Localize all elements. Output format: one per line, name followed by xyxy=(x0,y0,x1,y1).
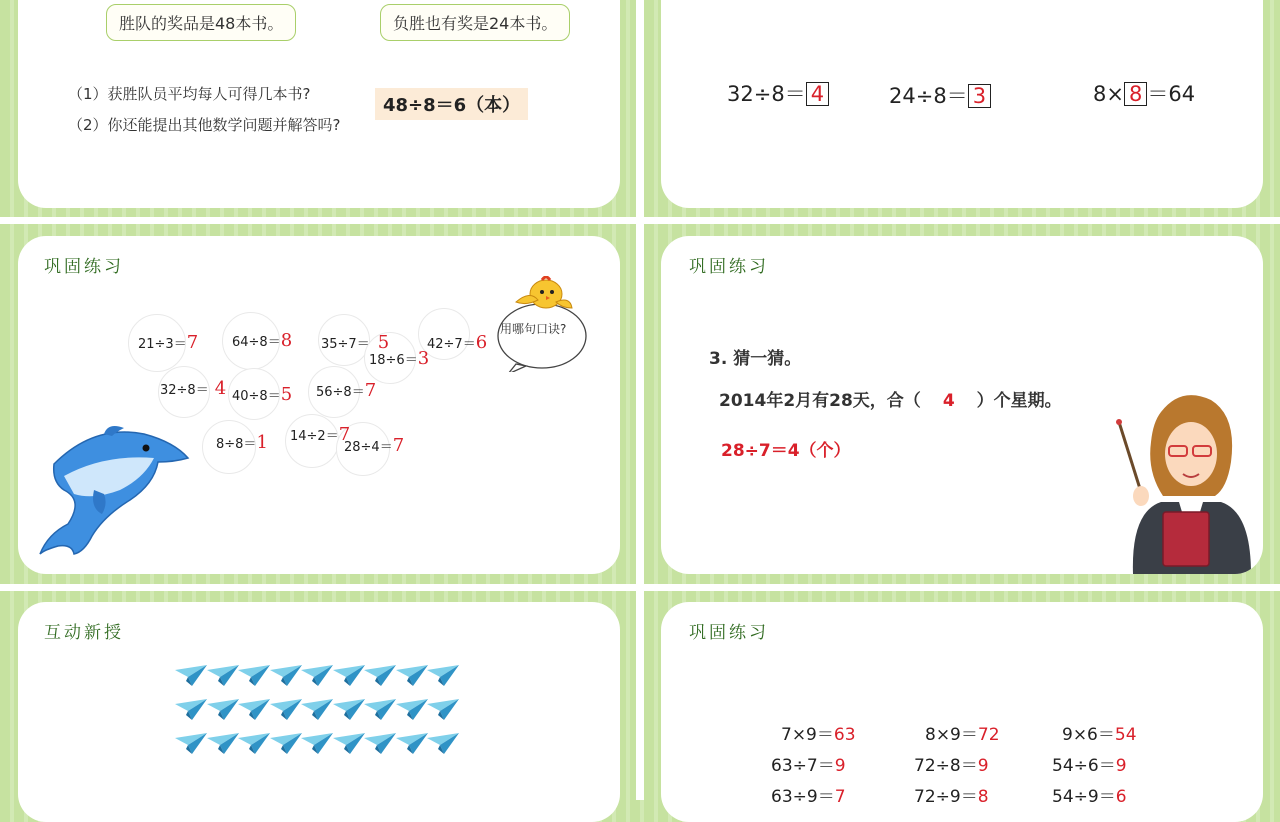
equation-2-text: 24÷8＝ xyxy=(889,84,968,108)
fact-answer: 9 xyxy=(1115,756,1127,776)
horizontal-divider-top xyxy=(0,217,1280,224)
division-text: 64÷8＝ xyxy=(232,335,281,350)
fact-cell xyxy=(781,720,856,745)
paper-plane-icon xyxy=(206,698,240,722)
fact-expression: 63÷7＝ xyxy=(771,756,835,776)
division-answer: 8 xyxy=(280,330,293,351)
slide-6-title: 巩固练习 xyxy=(689,623,769,643)
division-text: 28÷4＝ xyxy=(344,440,393,455)
fact-answer: 9 xyxy=(977,756,989,776)
division-item xyxy=(316,380,376,401)
vertical-divider xyxy=(636,0,644,800)
fact-expression: 54÷9＝ xyxy=(1052,787,1116,807)
paper-plane-icon xyxy=(363,664,397,688)
slide-6-thumbnail[interactable] xyxy=(661,602,1263,822)
paper-plane-icon xyxy=(269,664,303,688)
equation-3-text: 8× xyxy=(1093,82,1124,106)
fact-cell xyxy=(771,751,846,776)
teacher-icon xyxy=(1111,392,1261,574)
fact-cell xyxy=(1062,720,1137,745)
division-answer: 5 xyxy=(377,332,390,353)
paper-plane-icon xyxy=(363,698,397,722)
division-item xyxy=(138,332,198,353)
paper-plane-icon xyxy=(237,698,271,722)
division-item xyxy=(344,435,404,456)
fact-expression: 7×9＝ xyxy=(781,725,834,745)
equation-2 xyxy=(889,80,991,110)
fact-expression: 72÷8＝ xyxy=(914,756,978,776)
fact-answer: 72 xyxy=(977,725,1000,745)
paper-plane-icon xyxy=(237,664,271,688)
equation-3 xyxy=(1093,78,1195,108)
slide-4-thumbnail[interactable] xyxy=(661,236,1263,574)
division-item xyxy=(290,424,350,445)
paper-plane-icon xyxy=(332,664,366,688)
question-2: （2）你还能提出其他数学问题并解答吗? xyxy=(68,116,341,134)
paper-plane-icon xyxy=(206,664,240,688)
division-text: 18÷6＝ xyxy=(369,353,418,368)
fact-cell xyxy=(914,782,989,807)
division-item xyxy=(160,378,226,399)
exercise-answer: 28÷7＝4（个） xyxy=(721,441,851,461)
division-item xyxy=(216,432,268,453)
slide-2-thumbnail[interactable] xyxy=(661,0,1263,208)
division-item xyxy=(232,330,292,351)
division-text: 21÷3＝ xyxy=(138,337,187,352)
horizontal-divider-bottom xyxy=(0,584,1280,591)
division-text: 14÷2＝ xyxy=(290,429,339,444)
slide-4-title: 巩固练习 xyxy=(689,257,769,277)
division-answer: 4 xyxy=(214,378,227,399)
division-item xyxy=(232,384,292,405)
equation-1 xyxy=(727,78,829,108)
paper-plane-icon xyxy=(269,698,303,722)
equation-1-text: 32÷8＝ xyxy=(727,82,806,106)
paper-plane-icon xyxy=(300,698,334,722)
fact-cell xyxy=(771,782,846,807)
fact-answer: 6 xyxy=(1115,787,1127,807)
fact-answer: 8 xyxy=(977,787,989,807)
fact-cell xyxy=(1052,782,1127,807)
division-text: 8÷8＝ xyxy=(216,437,257,452)
division-answer: 7 xyxy=(392,435,405,456)
division-item xyxy=(369,348,429,369)
fact-answer: 7 xyxy=(834,787,846,807)
speech-bubble-losers: 负胜也有奖是24本书。 xyxy=(380,4,570,41)
fact-answer: 63 xyxy=(833,725,856,745)
equation-3-suffix: ＝64 xyxy=(1147,82,1196,106)
fact-expression: 9×6＝ xyxy=(1062,725,1115,745)
slide-1-thumbnail[interactable] xyxy=(18,0,620,208)
division-answer: 7 xyxy=(364,380,377,401)
paper-plane-icon xyxy=(332,732,366,756)
division-answer: 3 xyxy=(417,348,430,369)
fact-cell xyxy=(1052,751,1127,776)
paper-plane-icon xyxy=(426,664,460,688)
division-text: 56÷8＝ xyxy=(316,385,365,400)
fact-answer: 54 xyxy=(1114,725,1137,745)
exercise-question xyxy=(719,386,1062,411)
division-answer: 1 xyxy=(256,432,268,453)
fact-expression: 72÷9＝ xyxy=(914,787,978,807)
paper-plane-icon xyxy=(206,732,240,756)
fact-cell xyxy=(914,751,989,776)
fact-cell xyxy=(925,720,1000,745)
paper-plane-icon xyxy=(332,698,366,722)
exercise-heading: 3. 猜一猜。 xyxy=(709,349,802,369)
division-answer: 7 xyxy=(338,424,351,445)
chick-bubble-text: 用哪句口诀? xyxy=(500,322,567,336)
equation-3-answer: 8 xyxy=(1124,82,1147,106)
paper-plane-icon xyxy=(426,732,460,756)
fact-expression: 54÷6＝ xyxy=(1052,756,1116,776)
paper-plane-icon xyxy=(363,732,397,756)
fact-expression: 8×9＝ xyxy=(925,725,978,745)
division-answer: 5 xyxy=(280,384,293,405)
paper-plane-icon xyxy=(300,732,334,756)
answer-highlight: 48÷8＝6（本） xyxy=(375,88,528,120)
paper-plane-icon xyxy=(174,664,208,688)
question-text-before: 2014年2月有28天，合（ xyxy=(719,391,921,411)
question-answer: 4 xyxy=(942,391,955,411)
paper-plane-icon xyxy=(237,732,271,756)
question-1: （1）获胜队员平均每人可得几本书? xyxy=(68,85,311,103)
dolphin-icon xyxy=(34,424,194,560)
paper-plane-icon xyxy=(395,664,429,688)
question-text-after: ）个星期。 xyxy=(976,391,1062,411)
division-text: 40÷8＝ xyxy=(232,389,281,404)
division-answer: 7 xyxy=(186,332,199,353)
paper-plane-icon xyxy=(269,732,303,756)
paper-plane-icon xyxy=(426,698,460,722)
division-text: 42÷7＝ xyxy=(427,337,476,352)
division-item xyxy=(427,332,487,353)
slide-3-title: 巩固练习 xyxy=(44,257,124,277)
equation-1-answer: 4 xyxy=(806,82,829,106)
paper-plane-icon xyxy=(300,664,334,688)
equation-2-answer: 3 xyxy=(968,84,991,108)
slide-5-title: 互动新授 xyxy=(44,623,124,643)
division-text: 32÷8＝ xyxy=(160,383,209,398)
slide-5-thumbnail[interactable] xyxy=(18,602,620,822)
paper-plane-icon xyxy=(395,732,429,756)
fact-expression: 63÷9＝ xyxy=(771,787,835,807)
paper-plane-icon xyxy=(174,732,208,756)
division-answer: 6 xyxy=(475,332,488,353)
slide-3-thumbnail[interactable] xyxy=(18,236,620,574)
speech-bubble-winners: 胜队的奖品是48本书。 xyxy=(106,4,296,41)
division-text: 35÷7＝ xyxy=(321,337,370,352)
fact-answer: 9 xyxy=(834,756,846,776)
paper-plane-icon xyxy=(174,698,208,722)
paper-plane-icon xyxy=(395,698,429,722)
